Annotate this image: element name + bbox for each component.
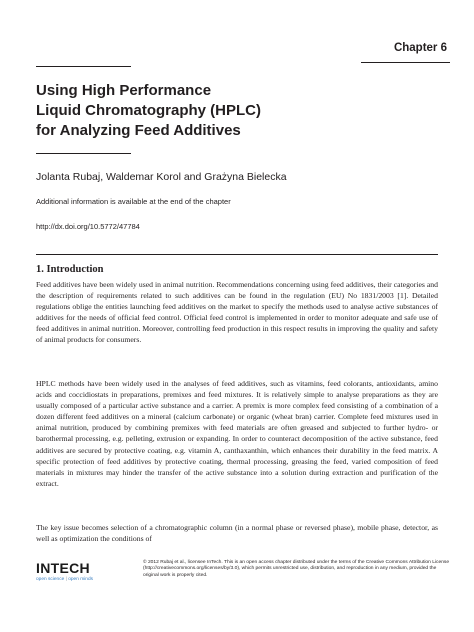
paragraph-1: Feed additives have been widely used in animal nutrition. Recommendations concerning using feed additives, their categories and the description of requirements related to such additives can be found in the regulation (EU) No 1831/2003 [1]. Detailed regulations oblige the entities launching feed additives on the market to specify the methods used to analyse active substances of additives for the needs of official feed control. Official feed control is implemented in order to monitor adequate and safe use of feed additives in animal nutrition. Moreover, controlling feed production in this respect results in improving the quality and safety of animal products for consumers.	[36, 280, 438, 345]
title-top-rule	[36, 66, 131, 67]
additional-info: Additional information is available at the end of the chapter	[36, 197, 231, 206]
title-line-3: for Analyzing Feed Additives	[36, 122, 241, 139]
title-bottom-rule	[36, 153, 131, 154]
section-rule	[36, 254, 438, 255]
tagline-left: open science	[36, 577, 65, 582]
title-line-2: Liquid Chromatography (HPLC)	[36, 102, 261, 119]
title-line-1: Using High Performance	[36, 82, 212, 99]
logo-name: INTECH	[36, 560, 90, 576]
paragraph-3: The key issue becomes selection of a chromatographic column (in a normal phase or reversed phase), mobile phase, detector, as well as optimization the conditions of	[36, 523, 438, 544]
chapter-label: Chapter 6	[393, 42, 447, 54]
doi-link[interactable]: http://dx.doi.org/10.5772/47784	[36, 222, 140, 231]
intech-logo	[36, 561, 93, 583]
section-heading: 1. Introduction	[36, 264, 104, 275]
tagline-separator: |	[65, 577, 67, 582]
license-text: © 2012 Rubaj et al., licensee InTech. This is an open access chapter distributed under the terms of the Creative Commons Attribution License (http://creativecommons.org/licenses/by/3.0), which permits unrestricted use, distribution, and reproduction in any medium, provided the original work is properly cited.	[143, 560, 450, 578]
paragraph-2: HPLC methods have been widely used in the analyses of feed additives, such as vitamins, feed colorants, antioxidants, amino acids and coccidiostats in preparations, premixes and feed mixtures. It is relatively simple to analyse preparations as they are usually composed of a particular active substance and a carrier. A premix is more complex feed consisting of a combination of a dozen different feed additives on a mineral (calcium carbonate) or organic (wheat bran) carrier. Complete feed mixtures used in animal nutrition, produced by combining premixes with feed materials are often greased and subjected to further hydro- or barothermal processing, e.g. pelleting, extrusion or expanding. In order to counteract decomposition of the active substance, feed additives are secured by protective coating, e.g. vitamin A, canthaxanthin, which enhances their durability in the feed matrix. A specific protection of feed additives by protective coating, thermal processing, greasing the feed, varied composition of feed materials in mixtures may hinder the transfer of the active substance into a solution during extraction and purification of the extract.	[36, 379, 438, 488]
chapter-rule	[361, 62, 450, 63]
chapter-title	[36, 81, 261, 141]
authors: Jolanta Rubaj, Waldemar Korol and Grażyna Bielecka	[36, 171, 287, 183]
logo-tagline	[36, 576, 93, 583]
tagline-right: open minds	[68, 577, 94, 582]
